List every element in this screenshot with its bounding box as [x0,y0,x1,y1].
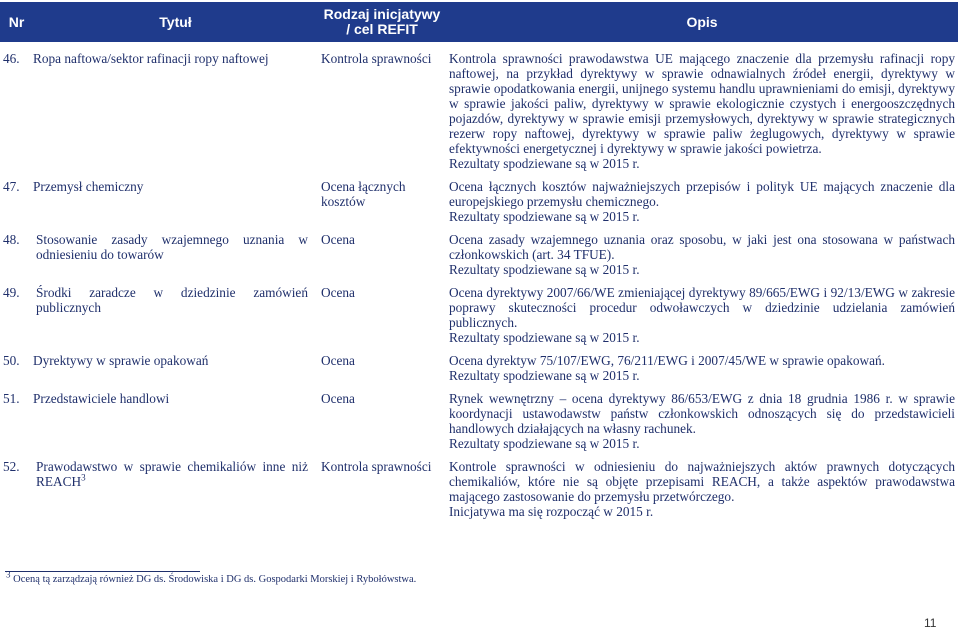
row-status: Rezultaty spodziewane są w 2015 r. [449,368,640,383]
header-nr: Nr [0,2,33,42]
row-number: 48. [3,232,20,247]
row-number: 49. [3,285,20,300]
row-title: Ropa naftowa/sektor rafinacji ropy naftowej [33,51,269,66]
initiatives-table [0,2,958,527]
row-type: Kontrola sprawności [321,51,432,66]
footnote-number: 3 [6,569,11,580]
row-number: 46. [3,51,20,66]
row-type: Kontrola sprawności [321,459,432,474]
page-number: 11 [924,616,937,630]
header-opis: Opis [446,2,958,42]
row-title: Środki zaradcze w dziedzinie zamówień publicznych [36,285,308,315]
table-row [0,285,958,353]
row-number: 50. [3,353,20,368]
row-title: Przedstawiciele handlowi [33,391,170,406]
row-title-cell [0,179,318,232]
footnote-divider [5,571,200,572]
row-status: Rezultaty spodziewane są w 2015 r. [449,262,640,277]
table-row [0,232,958,285]
table-row [0,391,958,459]
table-row [0,353,958,391]
row-title: Prawodawstwo w sprawie chemikaliów inne niż REACH [36,459,308,489]
header-rodzaj: Rodzaj inicjatywy / cel REFIT [318,2,446,42]
row-title-cell [33,459,318,527]
row-title-cell [0,353,318,391]
row-status: Rezultaty spodziewane są w 2015 r. [449,156,640,171]
header-tytul: Tytuł [33,2,318,42]
row-status: Rezultaty spodziewane są w 2015 r. [449,330,640,345]
row-type: Ocena [321,232,355,247]
row-status: Inicjatywa ma się rozpocząć w 2015 r. [449,504,654,519]
row-title-cell [0,391,318,459]
row-description-cell [446,179,958,232]
row-title: Przemysł chemiczny [33,179,144,194]
footnote [6,569,417,586]
footnote-reference[interactable]: 3 [81,472,86,483]
row-status: Rezultaty spodziewane są w 2015 r. [449,209,640,224]
table-row [0,459,958,527]
row-number: 52. [3,459,20,474]
row-title: Dyrektywy w sprawie opakowań [33,353,209,368]
row-number: 51. [3,391,20,406]
row-title-cell [0,42,318,179]
row-description-cell [446,232,958,285]
footnote-text: Oceną tą zarządzają również DG ds. Środowiska i DG ds. Gospodarki Morskiej i Rybołówstwa. [13,574,417,585]
table-row [0,42,958,179]
row-description: Ocena dyrektyw 75/107/EWG, 76/211/EWG i 2007/45/WE w sprawie opakowań. [449,353,885,368]
row-description: Ocena łącznych kosztów najważniejszych przepisów i polityk UE mających znaczenie dla europejskiego przemysłu chemicznego. [449,179,955,209]
row-number: 47. [3,179,20,194]
row-type: Ocena [321,353,355,368]
row-type: Ocena [321,391,355,406]
row-title: Stosowanie zasady wzajemnego uznania w odniesieniu do towarów [36,232,308,262]
row-description: Ocena zasady wzajemnego uznania oraz sposobu, w jaki jest ona stosowana w państwach członkowskich (art. 34 TFUE). [449,232,955,262]
row-description: Kontrole sprawności w odniesieniu do najważniejszych aktów prawnych dotyczących chemikaliów, które nie są objęte przepisami REACH, a także aspektów prawodawstwa mającego zastosowanie do przemysłu przetwórczego. [449,459,955,504]
row-description: Ocena dyrektywy 2007/66/WE zmieniającej dyrektywy 89/665/EWG i 92/13/EWG w zakresie poprawy skuteczności procedur odwoławczych w dziedzinie udzielania zamówień publicznych. [449,285,955,330]
row-description-cell [446,285,958,353]
row-description-cell [446,391,958,459]
row-status: Rezultaty spodziewane są w 2015 r. [449,436,640,451]
row-description: Rynek wewnętrzny – ocena dyrektywy 86/653/EWG z dnia 18 grudnia 1986 r. w sprawie koordynacji ustawodawstw państw członkowskich odnoszących się do przedstawicieli handlowych działających na własny rachunek. [449,391,955,436]
table-header-row [0,2,958,42]
row-description-cell [446,42,958,179]
row-description-cell [446,459,958,527]
row-description: Kontrola sprawności prawodawstwa UE mającego znaczenie dla przemysłu rafinacji ropy naftowej, na przykład dyrektywy w sprawie odnawialnych źródeł energii, dyrektywy w sprawie opodatkowania energii, unijnego systemu handlu uprawnieniami do emisji, dyrektywy w sprawie jakości paliw, dyrektywy w sprawie ekologicznie czystych i energooszczędnych pojazdów, dyrektywy w sprawie emisji przemysłowych, dyrektywy w sprawie strategicznych rezerw ropy naftowej, dyrektywy w sprawie paliw żeglugowych, dyrektywy w sprawie efektywności energetycznej i dyrektywy w sprawie jakości powietrza. [449,51,955,156]
row-type: Ocena łącznych kosztów [321,179,406,209]
row-description-cell [446,353,958,391]
row-type: Ocena [321,285,355,300]
table-row [0,179,958,232]
